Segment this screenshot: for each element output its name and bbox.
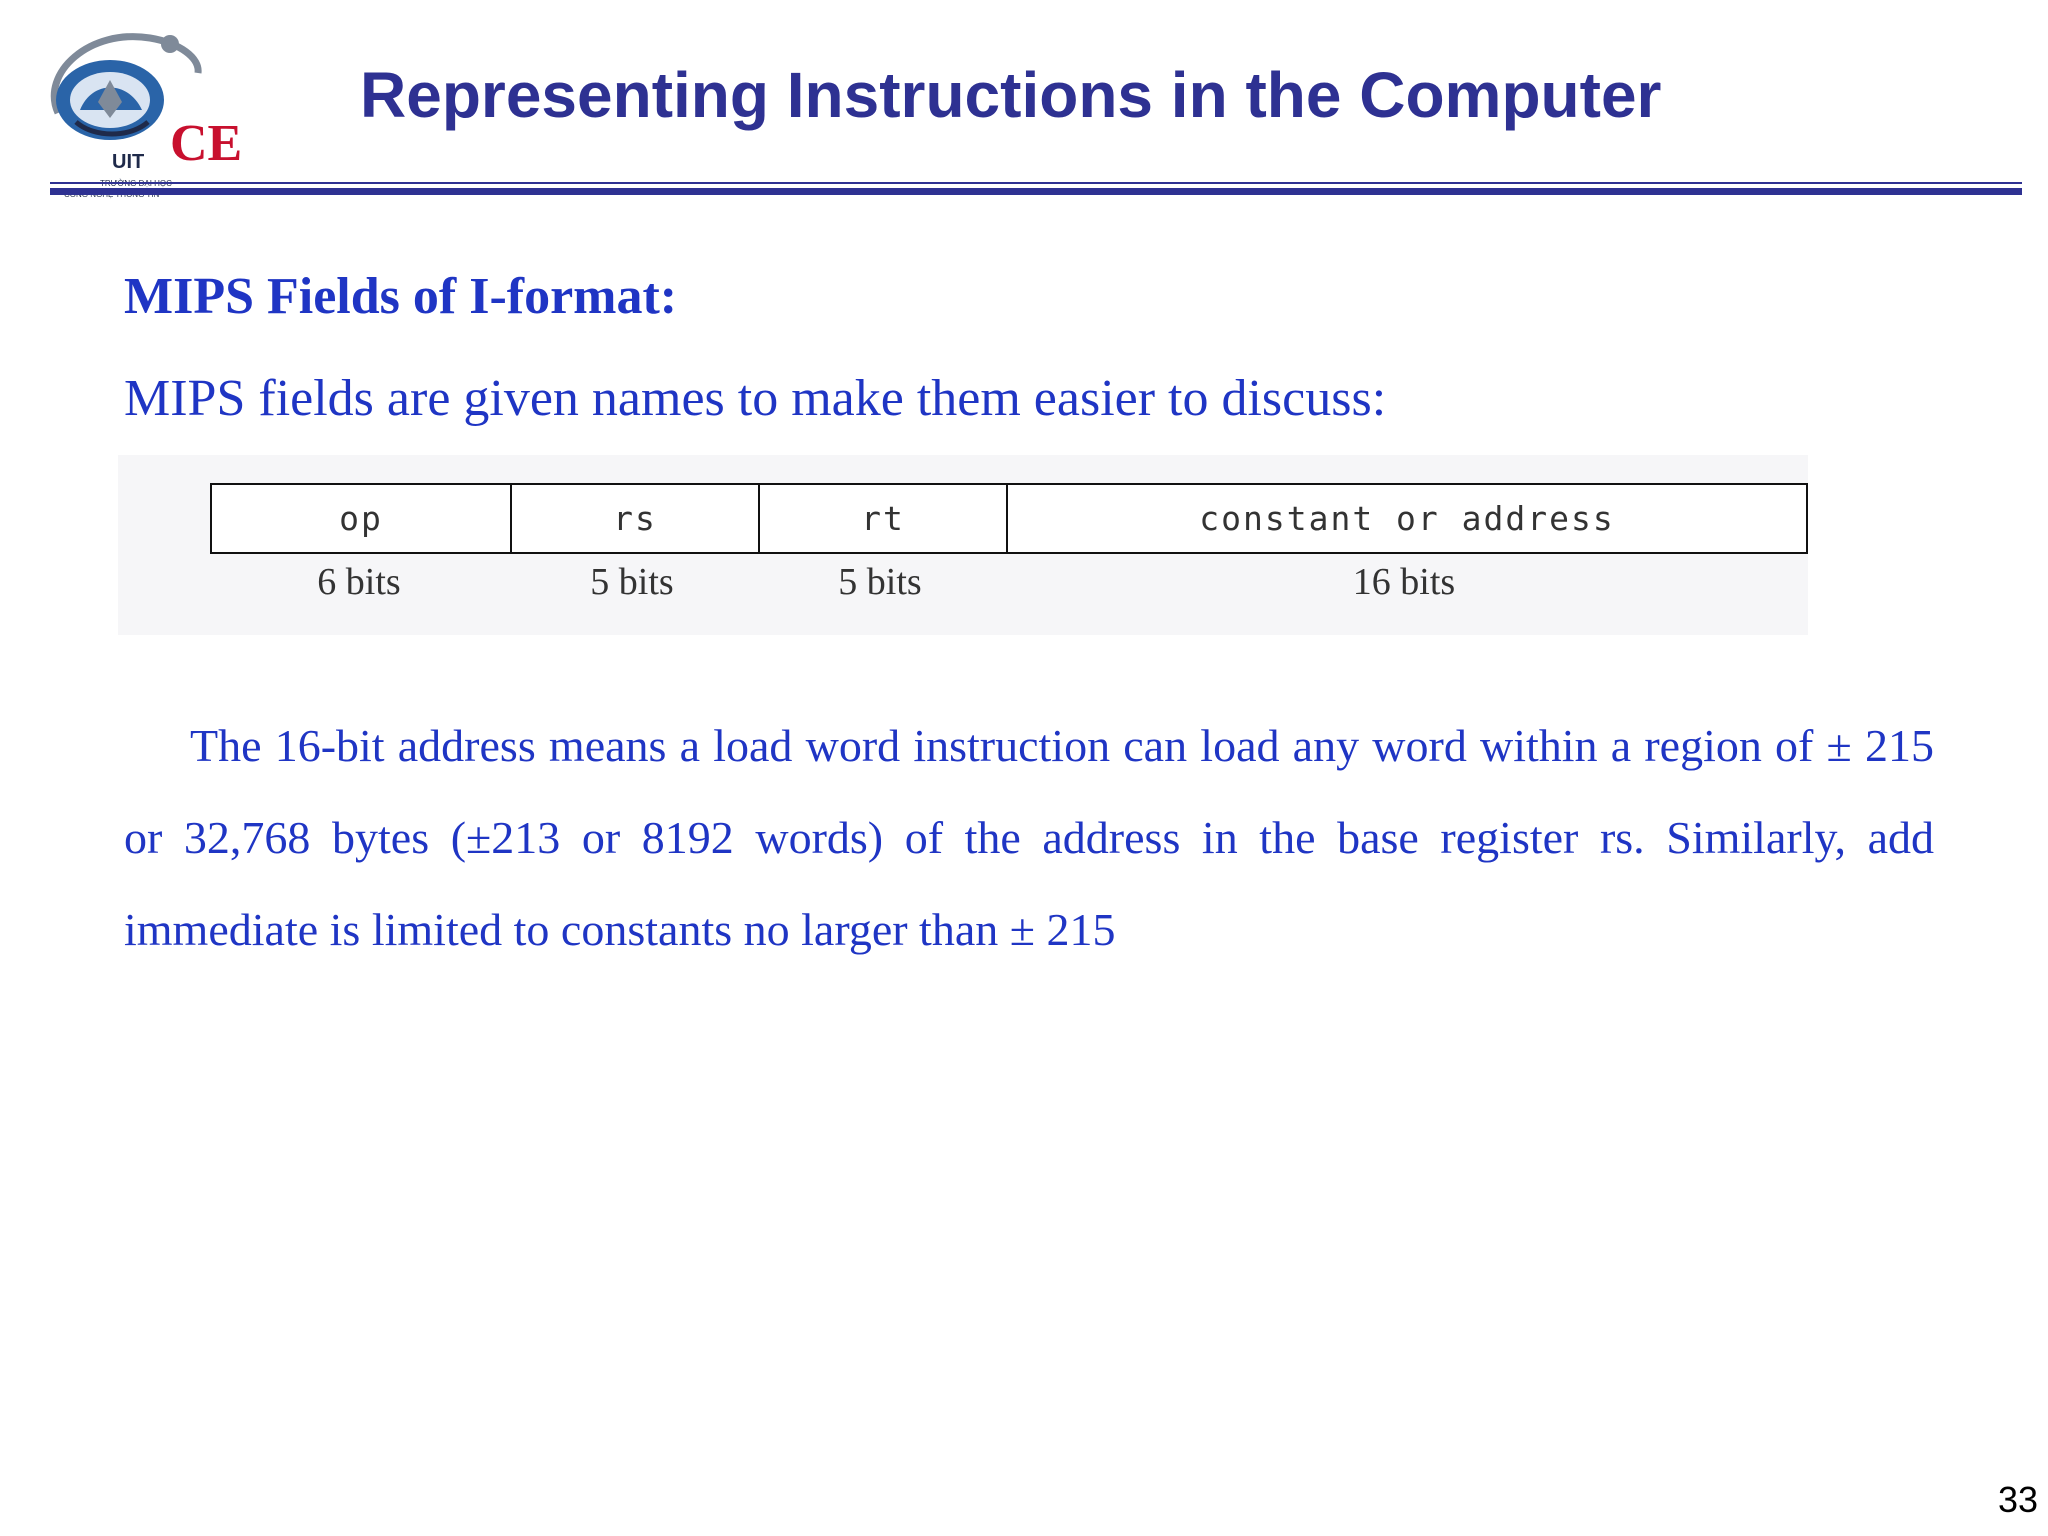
- logo-ce-text: CE: [170, 115, 243, 172]
- field-op: op: [339, 499, 383, 538]
- field-size-labels: [210, 560, 1804, 606]
- intro-text: MIPS fields are given names to make them easier to discuss:: [124, 370, 1387, 427]
- size-op: 6 bits: [317, 561, 401, 603]
- page-number: 33: [1997, 1479, 2038, 1520]
- section-heading: MIPS Fields of I-format:: [124, 268, 678, 325]
- field-rs: rs: [510, 485, 758, 552]
- size-rt: 5 bits: [838, 561, 922, 603]
- title-divider-thin: [50, 182, 2022, 184]
- slide-title: Representing Instructions in the Computer: [360, 59, 1662, 131]
- logo-uit-text: UIT: [112, 151, 145, 173]
- field-rt: rt: [758, 485, 1006, 552]
- title-divider-thick: [50, 188, 2022, 195]
- field-constant-or-address: constant or address: [1006, 485, 1806, 552]
- i-format-field-layout: [210, 483, 1808, 554]
- size-rs: 5 bits: [590, 561, 674, 603]
- explanation-paragraph: The 16-bit address means a load word instruction can load any word within a region of ± 215 or 32,768 bytes (±213 or 8192 words) of the address in the base register rs. Similarly, add immediate is limited to constants no larger than ± 215: [124, 720, 1934, 955]
- size-constant-or-address: 16 bits: [1352, 561, 1456, 603]
- uit-ce-logo: [30, 18, 243, 188]
